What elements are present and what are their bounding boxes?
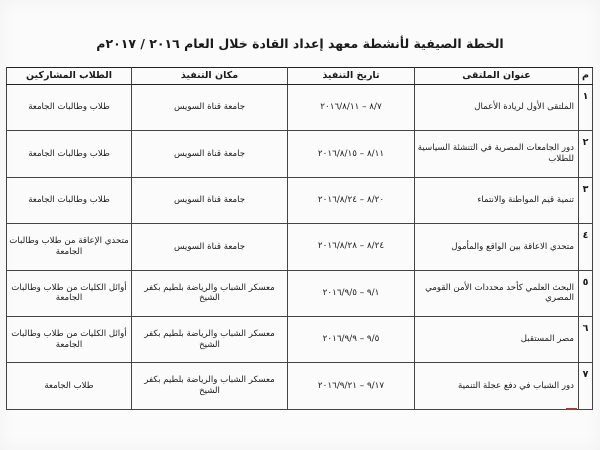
row-num: ٧ [579, 363, 593, 409]
header-topic: عنوان الملتقى [415, 68, 579, 85]
row-num: ٦ [579, 316, 593, 362]
row-place: معسكر الشباب والرياضة بلطيم بكفر الشيخ [132, 316, 288, 362]
row-topic: متحدي الاعاقة بين الواقع والمأمول [415, 224, 579, 270]
page-title: الخطة الصيفية لأنشطة معهد إعداد القادة خلال العام ٢٠١٦ / ٢٠١٧م [96, 36, 504, 51]
row-date: ٩/١ – ٢٠١٦/٩/٥ [288, 270, 415, 316]
row-students: أوائل الكليات من طلاب وطالبات الجامعة [7, 270, 132, 316]
row-topic: تنمية قيم المواطنة والانتماء [415, 177, 579, 223]
row-place: معسكر الشباب والرياضة بلطيم بكفر الشيخ [132, 270, 288, 316]
row-topic: مصر المستقبل [415, 316, 579, 362]
row-num: ٤ [579, 224, 593, 270]
page-footer-mark [566, 408, 577, 410]
row-students: طلاب الجامعة [7, 363, 132, 409]
row-students: طلاب وطالبات الجامعة [7, 85, 132, 131]
row-topic: دور الشباب في دفع عجلة التنمية [415, 363, 579, 409]
row-num: ٢ [579, 131, 593, 177]
row-num: ١ [579, 85, 593, 131]
table-header-row [7, 68, 593, 85]
row-topic: دور الجامعات المصرية في التنشئة السياسية للطلاب [415, 131, 579, 177]
row-num: ٣ [579, 177, 593, 223]
table-row [7, 131, 593, 177]
activities-plan-table [6, 67, 593, 410]
table-row [7, 363, 593, 409]
row-students: طلاب وطالبات الجامعة [7, 131, 132, 177]
row-students: طلاب وطالبات الجامعة [7, 177, 132, 223]
header-date: تاريخ التنفيذ [288, 68, 415, 85]
row-place: جامعة قناة السويس [132, 224, 288, 270]
row-topic: البحث العلمي كأحد محددات الأمن القومي المصري [415, 270, 579, 316]
table-row [7, 85, 593, 131]
row-date: ٨/٧ – ٢٠١٦/٨/١١ [288, 85, 415, 131]
row-students: أوائل الكليات من طلاب وطالبات الجامعة [7, 316, 132, 362]
table-row [7, 316, 593, 362]
header-num: م [579, 68, 593, 85]
row-place: جامعة قناة السويس [132, 85, 288, 131]
row-place: جامعة قناة السويس [132, 131, 288, 177]
row-topic: الملتقى الأول لريادة الأعمال [415, 85, 579, 131]
row-date: ٨/٢٤ – ٢٠١٦/٨/٢٨ [288, 224, 415, 270]
row-num: ٥ [579, 270, 593, 316]
row-place: جامعة قناة السويس [132, 177, 288, 223]
table-row [7, 177, 593, 223]
table-row [7, 270, 593, 316]
row-students: متحدي الإعاقة من طلاب وطالبات الجامعة [7, 224, 132, 270]
row-date: ٨/١١ – ٢٠١٦/٨/١٥ [288, 131, 415, 177]
header-place: مكان التنفيذ [132, 68, 288, 85]
row-date: ٨/٢٠ – ٢٠١٦/٨/٢٤ [288, 177, 415, 223]
header-students: الطلاب المشاركين [7, 68, 132, 85]
row-date: ٩/٥ – ٢٠١٦/٩/٩ [288, 316, 415, 362]
table-row [7, 224, 593, 270]
row-place: معسكر الشباب والرياضة بلطيم بكفر الشيخ [132, 363, 288, 409]
row-date: ٩/١٧ – ٢٠١٦/٩/٢١ [288, 363, 415, 409]
